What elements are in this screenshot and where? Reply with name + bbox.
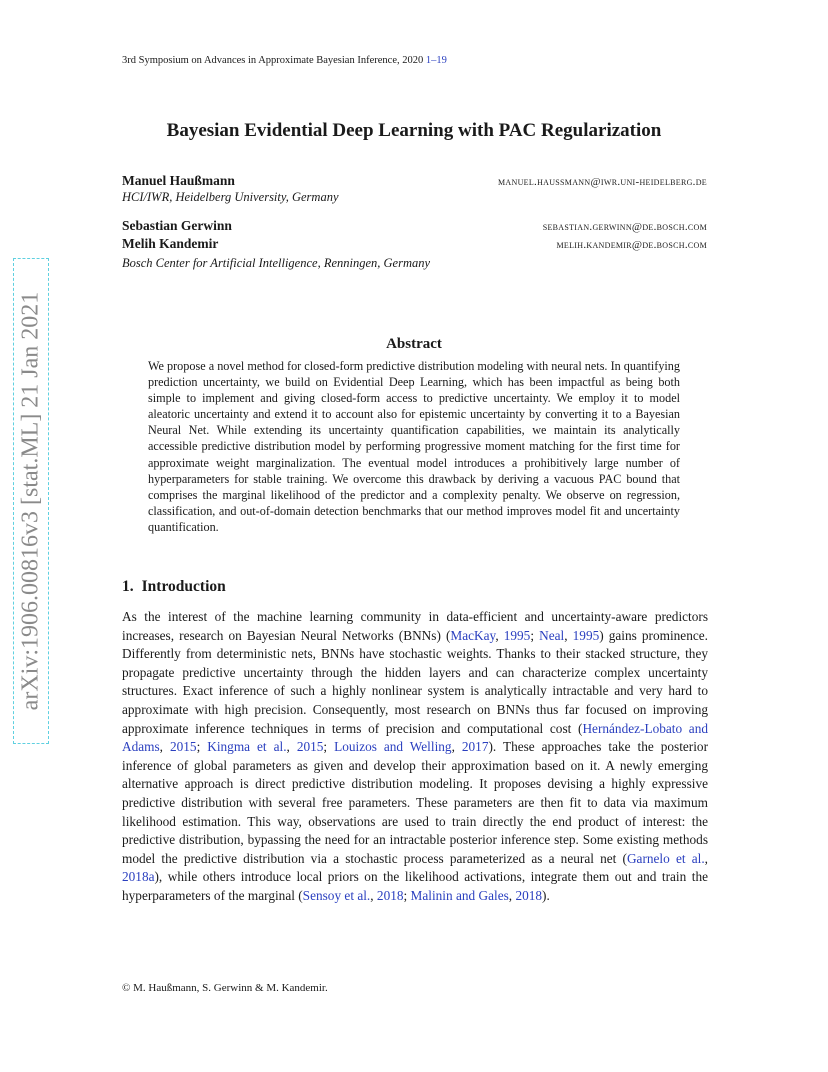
text-run: ;	[403, 887, 411, 903]
citation-link[interactable]: Neal	[539, 627, 565, 643]
page-range-link[interactable]: 1–19	[425, 55, 447, 66]
text-run: As the interest of the machine learning community in data-efficient and uncertainty-aware predictors increases, research on Bayesian Neural Networks (BNNs) (	[122, 609, 708, 643]
arxiv-stamp-text: arXiv:1906.00816v3 [stat.ML] 21 Jan 2021	[17, 291, 44, 711]
running-header	[122, 55, 447, 66]
text-run: ) gains prominence. Differently from deterministic nets, BNNs have stochastic weights. Thanks to their stacked structure, they propagate predictive uncertainty through the hidden layers and can characterize complex uncertainty structures. Exact inference of such a highly nonlinear system is analytically intractable and very hard to approximate with high precision. Consequently, most research on BNNs thus far focused on improving approximate inference techniques in terms of precision and computational cost (	[122, 627, 708, 736]
citation-year-link[interactable]: 2018	[376, 887, 404, 903]
paper-title: Bayesian Evidential Deep Learning with PAC Regularization	[166, 120, 662, 141]
citation-link[interactable]: Garnelo et al.	[626, 850, 705, 866]
citation-link[interactable]: Kingma et al.	[207, 739, 287, 755]
citation-link[interactable]: Louizos and Welling	[334, 739, 452, 755]
citation-link[interactable]: MacKay	[450, 627, 496, 643]
text-run: ,	[495, 627, 504, 643]
text-run: ;	[530, 627, 540, 643]
author-email-2: sebastian.gerwinn@de.bosch.com	[542, 221, 707, 233]
text-run: ;	[323, 739, 335, 755]
text-run: ), while others introduce local priors on the likelihood activations, integrate them out and train the hyperparameters of the marginal (	[122, 869, 708, 903]
citation-year-link[interactable]: 2017	[461, 739, 489, 755]
affiliation-hci: HCI/IWR, Heidelberg University, Germany	[122, 190, 339, 204]
citation-link[interactable]: Malinin and Gales	[410, 887, 509, 903]
text-run: ,	[159, 739, 170, 755]
author-name-3: Melih Kandemir	[122, 236, 219, 251]
author-email-1: manuel.haussmann@iwr.uni-heidelberg.de	[498, 176, 707, 188]
arxiv-stamp[interactable]	[13, 258, 49, 744]
section-title: Introduction	[141, 578, 226, 595]
citation-year-link[interactable]: 1995	[572, 627, 600, 643]
citation-year-link[interactable]: 2015	[296, 739, 324, 755]
text-run: ,	[286, 739, 297, 755]
affiliation-bosch: Bosch Center for Artificial Intelligence, Renningen, Germany	[122, 256, 431, 270]
abstract-text: We propose a novel method for closed-form predictive distribution modeling with neural nets. In quantifying prediction uncertainty, we build on Evidential Deep Learning, which has been impactful as being both simple to implement and giving closed-form access to predictive uncertainty. We employ it to model aleatoric uncertainty and extend it to account also for epistemic uncertainty by converting it to a Bayesian Neural Net. While extending its uncertainty quantification capabilities, we maintain its analytically accessible predictive distribution model by performing progressive moment matching for the first time for approximate weight marginalization. The eventual model introduces a prohibitively large number of hyperparameters for stable training. We overcome this drawback by deriving a vacuous PAC bound that comprises the marginal likelihood of the predictor and a complexity penalty. We observe on regression, classification, and out-of-domain detection benchmarks that our method improves model fit and uncertainty quantification.	[148, 359, 680, 534]
text-run: ;	[196, 739, 208, 755]
text-run: ,	[508, 887, 516, 903]
section-number: 1.	[122, 578, 134, 595]
section-heading-introduction	[122, 578, 226, 596]
text-run: ,	[370, 887, 377, 903]
citation-year-link[interactable]: 1995	[503, 627, 531, 643]
citation-year-link[interactable]: 2015	[169, 739, 197, 755]
text-run: ,	[704, 850, 708, 866]
copyright-footer: © M. Haußmann, S. Gerwinn & M. Kandemir.	[122, 982, 328, 994]
introduction-paragraph	[122, 608, 708, 906]
author-name-2: Sebastian Gerwinn	[122, 218, 232, 233]
text-run: ,	[451, 739, 462, 755]
text-run: ,	[564, 627, 573, 643]
citation-link[interactable]: Hernández-Lobato and Adams	[122, 720, 708, 755]
venue-text: 3rd Symposium on Advances in Approximate Bayesian Inference, 2020	[122, 55, 424, 66]
citation-link[interactable]: Sensoy et al.	[302, 887, 371, 903]
citation-year-link[interactable]: 2018	[515, 887, 543, 903]
text-run: ). These approaches take the posterior inference of global parameters as given and develop their approximation based on it. A newly emerging alternative approach is direct predictive distribution modeling. It proposes devising a highly expressive predictive distribution with several free parameters. These parameters are then fit to data via maximum likelihood estimation. This way, observations are used to train directly the end product of interest: the predictive distribution, bypassing the need for an intractable posterior inference step. Some existing methods model the predictive distribution via a stochastic process parameterized as a neural net (	[122, 739, 709, 866]
text-run: ).	[542, 887, 550, 903]
abstract-heading: Abstract	[386, 336, 442, 352]
citation-year-link[interactable]: 2018a	[122, 869, 155, 885]
author-email-3: melih.kandemir@de.bosch.com	[556, 239, 707, 251]
author-name-1: Manuel Haußmann	[122, 173, 235, 188]
